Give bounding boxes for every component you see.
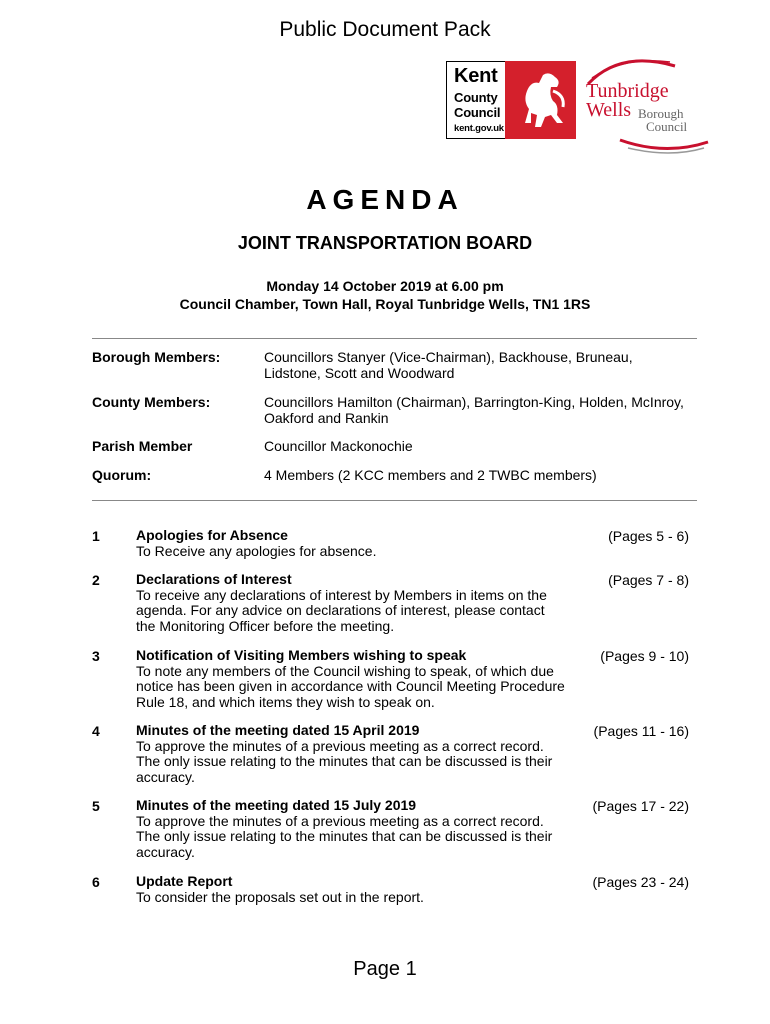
document-pack-header: Public Document Pack [279,18,491,41]
agenda-item-pages: (Pages 11 - 16) [593,723,689,739]
kcc-logo-line-4: kent.gov.uk [454,123,504,134]
agenda-title: AGENDA [306,184,464,215]
agenda-item-pages: (Pages 17 - 22) [592,798,689,814]
kcc-logo [446,61,576,139]
agenda-item-number: 2 [92,572,100,588]
agenda-item-number: 4 [92,723,100,739]
agenda-item [136,874,566,905]
twbc-logo [580,56,710,156]
county-members-value: Councillors Hamilton (Chairman), Barrington-King, Holden, McInroy, Oakford and Rankin [264,394,684,426]
agenda-item-title: Minutes of the meeting dated 15 July 2019 [136,797,417,813]
parish-member-label: Parish Member [92,438,193,454]
agenda-item-pages: (Pages 9 - 10) [600,648,689,664]
agenda-item-title: Minutes of the meeting dated 15 April 2019 [136,722,420,738]
twbc-logo-line-2: Wells [586,99,632,121]
quorum-label: Quorum: [92,467,152,483]
kcc-logo-line-1: Kent [454,65,498,87]
agenda-item-description: To consider the proposals set out in the report. [136,888,424,905]
bottom-divider [92,500,697,501]
agenda-item [136,798,566,860]
agenda-item [136,648,566,710]
agenda-item-number: 1 [92,528,100,544]
borough-members-label: Borough Members: [92,349,221,365]
quorum-value: 4 Members (2 KCC members and 2 TWBC members) [264,467,597,483]
agenda-item-title: Notification of Visiting Members wishing to speak [136,647,467,663]
agenda-item-pages: (Pages 7 - 8) [608,572,689,588]
agenda-item-description: To approve the minutes of a previous meeting as a correct record. The only issue relating to the minutes that can be discussed is their accuracy. [136,737,553,785]
agenda-item [136,528,566,559]
agenda-item-title: Apologies for Absence [136,527,288,543]
borough-members-value: Councillors Stanyer (Vice-Chairman), Backhouse, Bruneau, Lidstone, Scott and Woodward [264,349,633,381]
agenda-item-pages: (Pages 5 - 6) [608,528,689,544]
twbc-logo-line-1: Tunbridge [586,80,669,102]
agenda-item-number: 3 [92,648,100,664]
meeting-venue: Council Chamber, Town Hall, Royal Tunbridge Wells, TN1 1RS [179,296,591,312]
rearing-horse-icon [505,61,576,139]
kcc-logo-line-3: Council [454,105,501,120]
kcc-horse-emblem [505,61,576,139]
agenda-item-pages: (Pages 23 - 24) [592,874,689,890]
agenda-item [136,723,566,785]
agenda-item [136,572,566,634]
parish-member-value: Councillor Mackonochie [264,438,413,454]
agenda-item-title: Update Report [136,873,233,889]
county-members-label: County Members: [92,394,211,410]
agenda-item-description: To approve the minutes of a previous meeting as a correct record. The only issue relating to the minutes that can be discussed is their accuracy. [136,812,553,860]
agenda-item-description: To receive any declarations of interest by Members in items on the agenda. For any advice on declarations of interest, please contact the Monitoring Officer before the meeting. [136,586,547,634]
board-title: JOINT TRANSPORTATION BOARD [237,233,533,253]
agenda-item-description: To note any members of the Council wishing to speak, of which due notice has been given in accordance with Council Meeting Procedure Rule 18, and which items they wish to speak on. [136,662,565,710]
meeting-date: Monday 14 October 2019 at 6.00 pm [266,278,504,294]
twbc-logo-line-3: Borough [638,106,684,121]
kcc-logo-text-box [446,61,506,139]
kcc-logo-line-2: County [454,90,498,105]
top-divider [92,338,697,339]
twbc-logo-line-4: Council [646,119,688,134]
page-number: Page 1 [353,958,417,980]
agenda-item-number: 5 [92,798,100,814]
agenda-item-description: To Receive any apologies for absence. [136,542,377,559]
agenda-item-number: 6 [92,874,100,890]
agenda-item-title: Declarations of Interest [136,571,292,587]
